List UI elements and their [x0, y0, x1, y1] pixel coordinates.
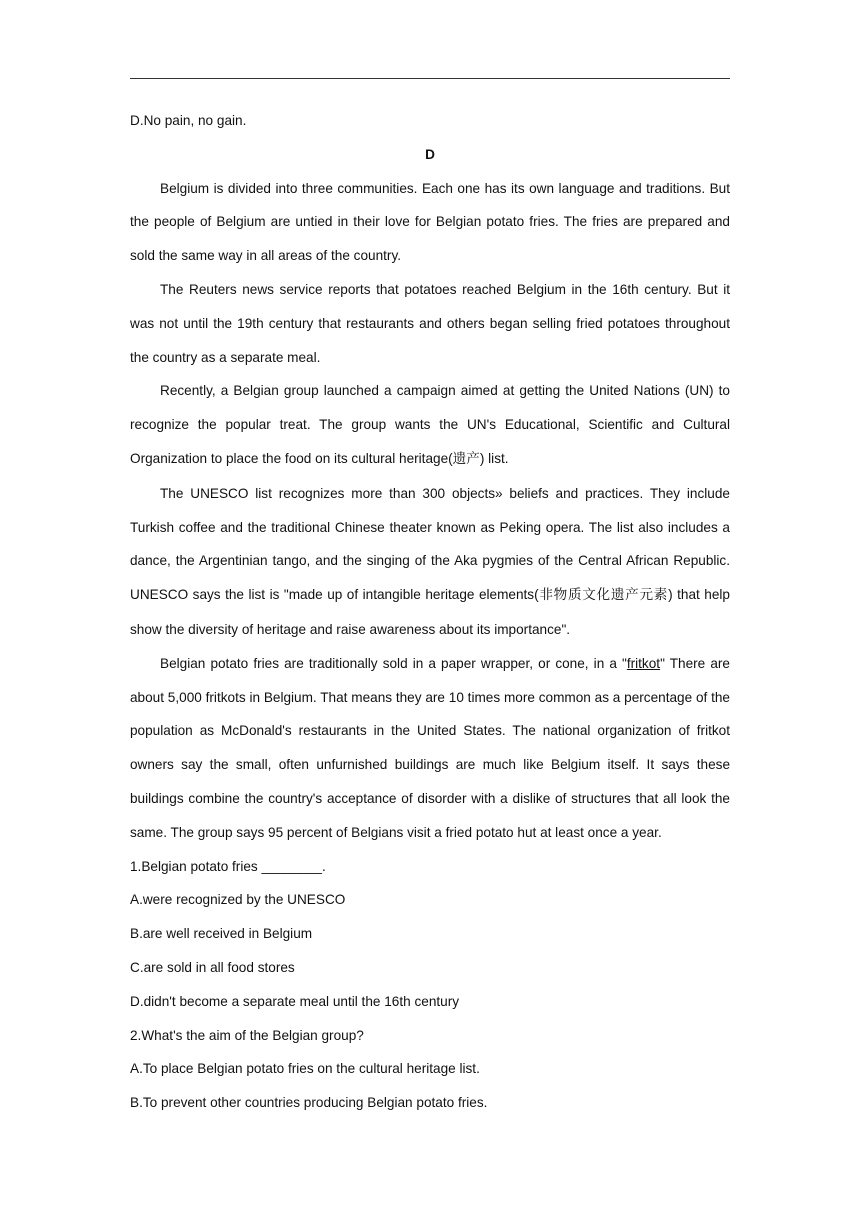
question-1-option-d: D.didn't become a separate meal until the 16th century	[130, 993, 460, 1009]
paragraph-text: " There are about 5,000 fritkots in Belgium. That means they are 10 times more common as a percentage of the population as McDonald's restaurants in the United States. The national organization of fritkot owners say the small, often unfurnished buildings are much like Belgium itself. It says these buildings combine the country's acceptance of disorder with a dislike of structures that all look the same. The group says 95 percent of Belgians visit a fried potato hut at least once a year.	[130, 655, 730, 840]
paragraph-text: Belgian potato fries are traditionally sold in a paper wrapper, or cone, in a "	[160, 655, 627, 671]
page-content	[130, 104, 730, 1120]
question-2-stem: 2.What's the aim of the Belgian group?	[130, 1027, 364, 1043]
chinese-gloss: 非物质文化遗产元素	[538, 587, 669, 604]
question-1-stem: 1.Belgian potato fries ________.	[130, 858, 326, 874]
question-1-option-b: B.are well received in Belgium	[130, 926, 313, 942]
question-1-option-c: C.are sold in all food stores	[130, 959, 295, 975]
paragraph-text: The UNESCO list recognizes more than 300 objects» beliefs and practices. They include Turkish coffee and the traditional Chinese theater known as Peking opera. The list also includes a dance, the Argentinian tango, and the singing of the Aka pygmies of the Central African Republic. UNESCO says the list is "made up of intangible heritage elements(	[130, 485, 730, 603]
passage-paragraph-5	[130, 647, 730, 850]
passage-paragraph-2: The Reuters news service reports that potatoes reached Belgium in the 16th century. But it was not until the 19th century that restaurants and others began selling fried potatoes throughout the country as a separate meal.	[130, 281, 730, 365]
chinese-gloss: 遗产	[452, 450, 480, 467]
question-2-option-a: A.To place Belgian potato fries on the cultural heritage list.	[130, 1061, 480, 1077]
passage-paragraph-1: Belgium is divided into three communities. Each one has its own language and traditions. But the people of Belgium are untied in their love for Belgian potato fries. The fries are prepared and sold the same way in all areas of the country.	[130, 180, 730, 264]
paragraph-text: ) that help show the diversity of heritage and raise awareness about its importance".	[130, 587, 730, 637]
fritkot-link[interactable]: fritkot	[626, 655, 661, 671]
header-rule	[130, 78, 730, 79]
passage-paragraph-3	[130, 374, 730, 476]
passage-paragraph-4	[130, 477, 730, 647]
question-1-option-a: A.were recognized by the UNESCO	[130, 892, 346, 908]
paragraph-text: ) list.	[479, 450, 509, 466]
paragraph-text: Recently, a Belgian group launched a campaign aimed at getting the United Nations (UN) to recognize the popular treat. The group wants the UN's Educational, Scientific and Cultural Organization to place the food on its cultural heritage(	[130, 383, 730, 466]
section-heading: D	[425, 146, 435, 162]
question-2-option-b: B.To prevent other countries producing Belgian potato fries.	[130, 1095, 488, 1111]
previous-option-line: D.No pain, no gain.	[130, 113, 247, 128]
